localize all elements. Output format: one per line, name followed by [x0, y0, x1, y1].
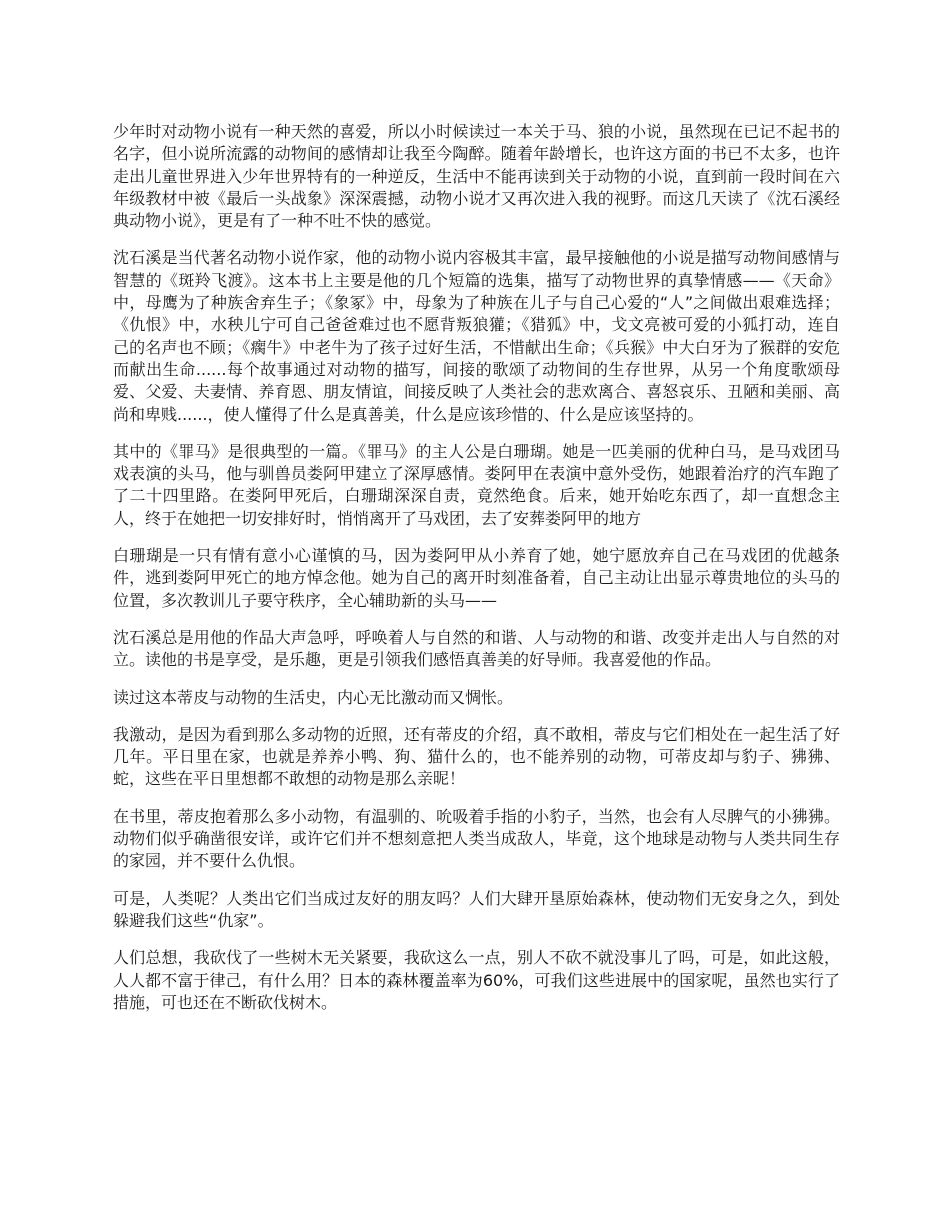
paragraph-2: 沈石溪是当代著名动物小说作家，他的动物小说内容极其丰富，最早接触他的小说是描写动物间感情与智慧的《斑羚飞渡》。这本书上主要是他的几个短篇的选集，描写了动物世界的真挚情感——《天命》中，母鹰为了种族舍弃生子；《象冢》中，母象为了种族在儿子与自己心爱的“人”之间做出艰难选择；《仇恨》中，水秧儿宁可自己爸爸难过也不愿背叛狼獾；《猎狐》中，戈文亮被可爱的小狐打动，连自己的名声也不顾；《瘸牛》中老牛为了孩子过好生活，不惜献出生命；《兵猴》中大白牙为了猴群的安危而献出生命......每个故事通过对动物的描写，间接的歌颂了动物间的生存世界，从另一个角度歌颂母爱、父爱、夫妻情、养育恩、朋友情谊，间接反映了人类社会的悲欢离合、喜怒哀乐、丑陋和美丽、高尚和卑贱......，使人懂得了什么是真善美，什么是应该珍惜的、什么是应该坚持的。 [113, 248, 840, 424]
paragraph-1: 少年时对动物小说有一种天然的喜爱，所以小时候读过一本关于马、狼的小说，虽然现在已记不起书的名字，但小说所流露的动物间的感情却让我至今陶醉。随着年龄增长，也许这方面的书已不太多，也许走出儿童世界进入少年世界特有的一种逆反，生活中不能再读到关于动物的小说，直到前一段时间在六年级教材中被《最后一头战象》深深震撼，动物小说才又再次进入我的视野。而这几天读了《沈石溪经典动物小说》，更是有了一种不吐不快的感觉。 [113, 122, 840, 231]
paragraph-7: 我激动，是因为看到那么多动物的近照，还有蒂皮的介绍，真不敢相，蒂皮与它们相处在一起生活了好几年。平日里在家，也就是养养小鸭、狗、猫什么的，也不能养别的动物，可蒂皮却与豹子、狒狒、蛇，这些在平日里想都不敢想的动物是那么亲昵！ [113, 724, 840, 789]
document-body [113, 121, 840, 1029]
paragraph-5: 沈石溪总是用他的作品大声急呼，呼唤着人与自然的和谐、人与动物的和谐、改变并走出人与自然的对立。读他的书是享受，是乐趣，更是引领我们感悟真善美的好导师。我喜爱他的作品。 [113, 627, 840, 670]
paragraph-9: 可是，人类呢？人类出它们当成过友好的朋友吗？人们大肆开垦原始森林，使动物们无安身之久，到处躲避我们这些“仇家”。 [113, 888, 840, 930]
paragraph-10: 人们总想，我砍伐了一些树木无关紧要，我砍这么一点，别人不砍不就没事儿了吗，可是，如此这般，人人都不富于律己，有什么用？日本的森林覆盖率为60%，可我们这些进展中的国家呢，虽然也实行了措施，可也还在不断砍伐树木。 [113, 948, 840, 1012]
paragraph-8: 在书里，蒂皮抱着那么多小动物，有温驯的、吮吸着手指的小豹子，当然，也会有人尽脾气的小狒狒。动物们似乎确凿很安详，或许它们并不想刻意把人类当成敌人，毕竟，这个地球是动物与人类共同生存的家园，并不要什么仇恨。 [113, 806, 840, 871]
paragraph-4: 白珊瑚是一只有情有意小心谨慎的马，因为娄阿甲从小养育了她，她宁愿放弃自己在马戏团的优越条件，逃到娄阿甲死亡的地方悼念他。她为自己的离开时刻准备着，自己主动让出显示尊贵地位的头马的位置，多次教训儿子要守秩序，全心辅助新的头马—— [113, 546, 840, 610]
paragraph-3: 其中的《罪马》是很典型的一篇。《罪马》的主人公是白珊瑚。她是一匹美丽的优种白马，是马戏团马戏表演的头马，他与驯兽员娄阿甲建立了深厚感情。娄阿甲在表演中意外受伤，她跟着治疗的汽车跑了了二十四里路。在娄阿甲死后，白珊瑚深深自责，竟然绝食。后来，她开始吃东西了，却一直想念主人，终于在她把一切安排好时，悄悄离开了马戏团，去了安葬娄阿甲的地方 [113, 441, 840, 528]
paragraph-6: 读过这本蒂皮与动物的生活史，内心无比激动而又惆怅。 [113, 687, 514, 707]
